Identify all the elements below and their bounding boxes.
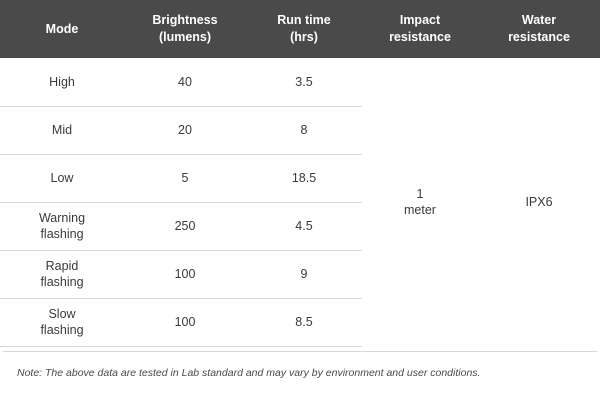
- cell-mode-line-1: Low: [50, 170, 74, 185]
- column-header-mode-line-1: Mode: [45, 21, 79, 36]
- column-header-water-line-2: resistance: [508, 30, 570, 44]
- cell-mode: [0, 154, 124, 202]
- cell-runtime: 4.5: [246, 202, 362, 250]
- column-header-mode: [0, 0, 124, 58]
- cell-runtime: 18.5: [246, 154, 362, 202]
- cell-mode: [0, 106, 124, 154]
- cell-impact-resistance: [362, 58, 478, 346]
- cell-mode-line-1: Mid: [51, 122, 73, 137]
- cell-brightness: 5: [124, 154, 246, 202]
- table-header-row: [0, 0, 600, 58]
- table-body: [0, 58, 600, 394]
- column-header-runtime: [246, 0, 362, 58]
- cell-mode-line-2: flashing: [40, 323, 84, 337]
- cell-mode-line-1: Rapid: [45, 258, 79, 273]
- column-header-impact-line-1: Impact: [399, 13, 441, 28]
- cell-impact-line-1: 1: [416, 186, 424, 201]
- cell-mode: [0, 202, 124, 250]
- footnote-text: Note: The above data are tested in Lab standard and may vary by environment and user conditions.: [17, 366, 481, 379]
- column-header-impact-line-2: resistance: [389, 30, 451, 44]
- cell-brightness: 40: [124, 58, 246, 106]
- cell-brightness: 100: [124, 250, 246, 298]
- cell-mode-line-1: High: [49, 74, 75, 89]
- table-header: [0, 0, 600, 58]
- column-header-brightness-line-1: Brightness: [152, 13, 218, 28]
- column-header-runtime-line-2: (hrs): [290, 30, 318, 44]
- cell-brightness: 250: [124, 202, 246, 250]
- column-header-brightness-line-2: (lumens): [158, 30, 212, 44]
- cell-mode-line-1: Warning: [38, 210, 86, 225]
- cell-runtime: 8.5: [246, 298, 362, 346]
- cell-brightness: 20: [124, 106, 246, 154]
- column-header-water-resistance: [478, 0, 600, 58]
- column-header-impact-resistance: [362, 0, 478, 58]
- table-row: [0, 58, 600, 106]
- cell-mode-line-1: Slow: [48, 306, 76, 321]
- cell-water-resistance: IPX6: [525, 194, 553, 209]
- cell-runtime: 9: [246, 250, 362, 298]
- cell-mode-line-2: flashing: [40, 227, 84, 241]
- cell-mode: [0, 58, 124, 106]
- cell-brightness: 100: [124, 298, 246, 346]
- cell-mode: [0, 298, 124, 346]
- cell-mode-line-2: flashing: [40, 275, 84, 289]
- table-footnote-cell: [0, 346, 600, 394]
- cell-runtime: 8: [246, 106, 362, 154]
- column-header-brightness: [124, 0, 246, 58]
- column-header-runtime-line-1: Run time: [277, 13, 331, 28]
- cell-mode: [0, 250, 124, 298]
- cell-runtime: 3.5: [246, 58, 362, 106]
- cell-impact-line-2: meter: [404, 203, 436, 217]
- column-header-water-line-1: Water: [521, 13, 557, 28]
- table-footnote-row: [0, 346, 600, 394]
- footnote-wrapper: [3, 351, 597, 391]
